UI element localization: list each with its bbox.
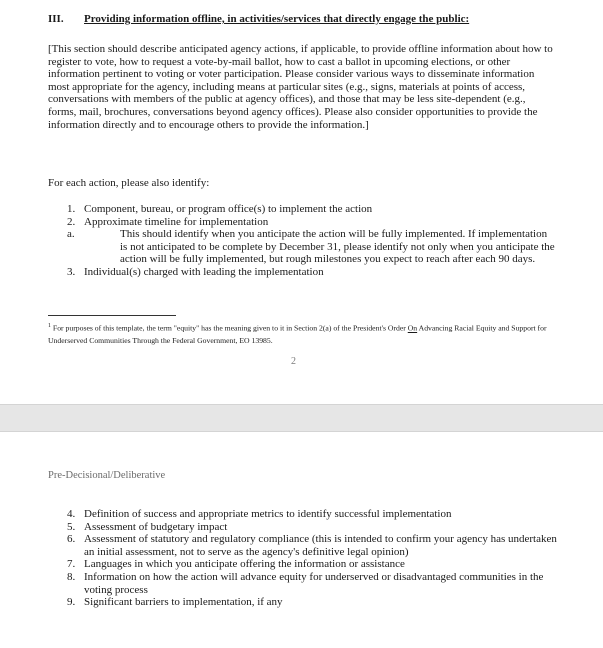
list-item-text: Information on how the action will advance equity for underserved or disadvantaged communities in the voting process (84, 570, 544, 596)
section-description: [This section should describe anticipated agency actions, if applicable, to provide offline information about how to register to vote, how to request a vote-by-mail ballot, how to cast a ballot in upcoming elections, or other information pertinent to voting or voter participation. Please consider various ways to disseminate information most appropriate for the agency, including means at particular sites (e.g., signs, materials at points of access, conversations with members of the public at agency offices), and those that may be less site-dependent (e.g., forms, mail, brochures, conversations beyond agency offices). Please also consider opportunities to provide the information directly and to encourage others to provide the information.] (48, 43, 553, 131)
list-item (67, 521, 557, 534)
footnote-text-after: Advancing Racial Equity and Support for Underserved Communities Through the Federal Government, EO 13985. (48, 323, 547, 345)
list-item-number: 7. (67, 558, 76, 571)
list-item-text: Definition of success and appropriate metrics to identify successful implementation (84, 508, 452, 520)
list-item-number: 9. (67, 596, 76, 609)
sub-list-item (67, 228, 557, 266)
list-item-number: 3. (67, 265, 76, 278)
list-item-number: 4. (67, 508, 76, 520)
list-item-text: Component, bureau, or program office(s) to implement the action (84, 203, 373, 215)
action-details-list (67, 203, 557, 279)
list-item-number: 8. (67, 570, 76, 583)
list-item (67, 558, 557, 571)
sub-list-item-letter: a. (67, 228, 75, 241)
list-item (67, 508, 557, 521)
list-item-text: Assessment of statutory and regulatory compliance (this is intended to confirm your agency has undertaken an initial assessment, not to serve as the agency's definitive legal opinion) (84, 533, 557, 558)
document-page-2 (0, 432, 603, 648)
list-item (67, 203, 557, 216)
list-item-text: Approximate timeline for implementation (84, 215, 269, 228)
footnote-on: On (407, 323, 418, 333)
list-item (67, 266, 557, 279)
page-number: 2 (291, 356, 296, 367)
footnote-divider (48, 315, 176, 316)
sub-list-item-text: This should identify when you anticipate the action will be fully implemented. If implementation is not anticipated to be complete by December 31, please identify not only when you anticipate the action will be fully implemented, but rough milestones you expect to reach after each 90 days. (120, 228, 555, 266)
list-item-text: Assessment of budgetary impact (84, 520, 228, 533)
list-item-number: 5. (67, 520, 76, 533)
page-header: Pre-Decisional/Deliberative (48, 470, 166, 481)
list-item-text: Individual(s) charged with leading the implementation (84, 265, 324, 278)
section-intro: For each action, please also identify: (48, 177, 210, 189)
list-item-number: 2. (67, 215, 76, 228)
list-item-text: Languages in which you anticipate offering the information or assistance (84, 558, 405, 571)
section-number: III. (48, 13, 64, 25)
list-item (67, 533, 557, 558)
list-item (67, 571, 557, 596)
section-heading (48, 13, 554, 26)
list-item-number: 1. (67, 203, 76, 215)
page-separator (0, 404, 603, 432)
action-details-list-continued (67, 508, 557, 609)
list-item-number: 6. (67, 533, 76, 546)
list-item (67, 216, 557, 266)
footnote (48, 320, 558, 347)
footnote-text-before: For purposes of this template, the term "equity" has the meaning given to it in Section 2(a) of the President's Order (51, 323, 408, 333)
footnote-mark: 1 (48, 323, 51, 329)
list-item-text: Significant barriers to implementation, if any (84, 596, 283, 609)
section-title: Providing information offline, in activities/services that directly engage the public: (84, 13, 470, 25)
list-item (67, 596, 557, 609)
